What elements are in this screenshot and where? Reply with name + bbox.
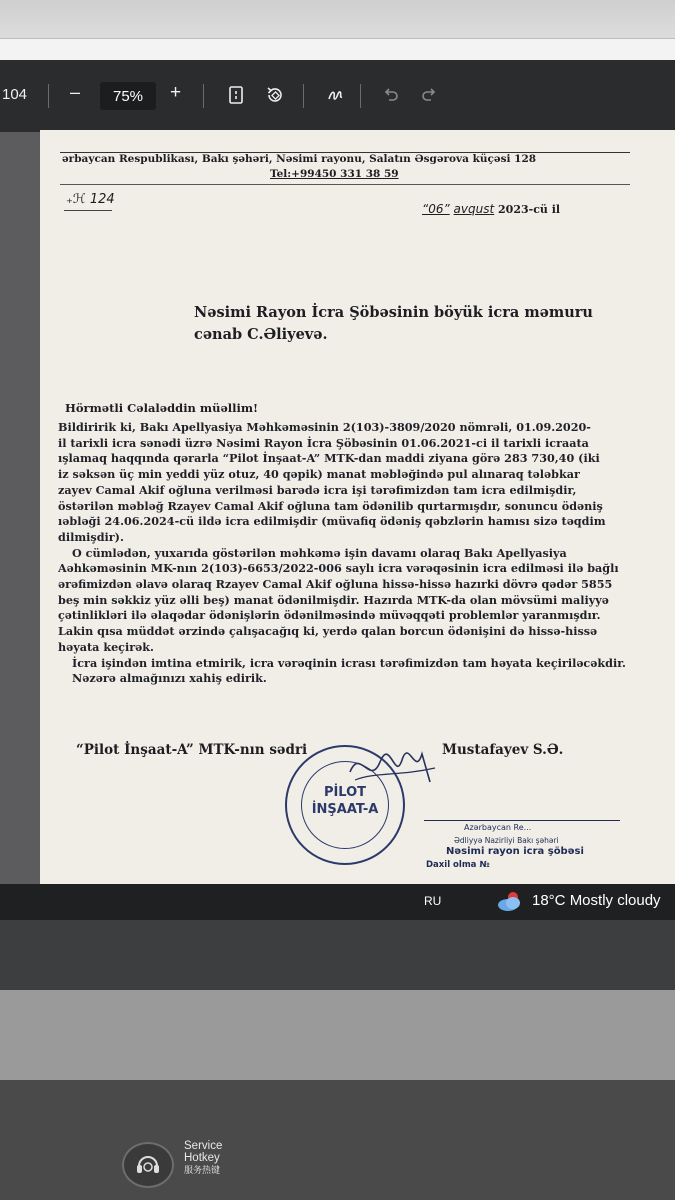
- header-telephone: Tel:+99450 331 38 59: [270, 168, 399, 180]
- toolbar-divider: [48, 84, 49, 108]
- hotkey-label-line: Hotkey: [184, 1152, 220, 1164]
- date-day: “06”: [422, 202, 450, 216]
- cloudy-weather-icon[interactable]: [496, 890, 524, 914]
- rotate-icon[interactable]: [262, 82, 288, 108]
- body-line: dilmişdir).: [58, 529, 124, 544]
- tab-edge: [0, 38, 675, 60]
- received-stamp-text: Nəsimi rayon icra şöbəsi: [446, 846, 584, 857]
- hotkey-label: [184, 1140, 222, 1176]
- weather-condition: Mostly cloudy: [569, 892, 661, 909]
- signer-name: Mustafayev S.Ə.: [442, 742, 564, 758]
- zoom-in-button[interactable]: +: [170, 82, 182, 103]
- body-line: Nəzərə almağınızı xahiş edirik.: [72, 671, 267, 686]
- toolbar-divider: [203, 84, 204, 108]
- hotkey-label-line: 服务热键: [184, 1165, 221, 1175]
- taskbar: [0, 884, 675, 920]
- date-month: avqust: [453, 202, 495, 216]
- headset-icon: [133, 1150, 163, 1180]
- header-rule: [60, 184, 630, 185]
- handwritten-signature: [340, 742, 440, 792]
- body-line: Bildiririk ki, Bakı Apellyasiya Məhkəməsinin 2(103)-3809/2020 nömrəli, 01.09.2020-: [58, 420, 591, 434]
- hotkey-label-line: Service: [184, 1140, 223, 1152]
- browser-top-strip: [0, 0, 675, 60]
- seal-text: PİLOT: [323, 785, 367, 800]
- body-line: Aəhkəməsinin MK-nın 2(103)-6653/2022-006 saylı icra vərəqəsinin icra edilməsi ilə bağlı: [58, 561, 619, 576]
- signer-title: “Pilot İnşaat-A” MTK-nın sədri: [76, 742, 308, 758]
- letter-body: [58, 420, 636, 687]
- draw-icon[interactable]: [323, 82, 349, 108]
- document-date: [422, 202, 560, 216]
- received-stamp: [424, 820, 620, 880]
- zoom-level-value: 75%: [112, 87, 144, 105]
- addressee-line: Nəsimi Rayon İcra Şöbəsinin böyük icra məmuru: [194, 304, 593, 321]
- toolbar-divider: [360, 84, 361, 108]
- page-number[interactable]: 104: [2, 86, 28, 103]
- zoom-out-button[interactable]: –: [70, 82, 81, 102]
- addressee-line: cənab C.Əliyevə.: [194, 326, 328, 343]
- laptop-keyboard-deck: [0, 1080, 675, 1200]
- undo-icon[interactable]: [378, 82, 404, 108]
- body-line: östərilən məbləğ Rzayev Camal Akif oğluna tam ödənilib qurtarmışdır, sonuncu ödəniş: [58, 498, 603, 513]
- body-line: ıəbləği 24.06.2024-cü ildə icra edilmişdir (müvafiq ödəniş qəbzlərin hamısı sizə təqdim: [58, 514, 606, 529]
- received-stamp-text: Ədliyyə Nazirliyi Bakı şəhəri: [454, 836, 559, 845]
- body-line: Lakin qısa müddət ərzində çalışacağıq ki, yerdə qalan borcun ödənişini də hissə-hissə: [58, 624, 598, 639]
- monitor-bezel: [0, 920, 675, 990]
- addressee-block: [194, 302, 593, 346]
- body-line: iz səksən üç min yeddi yüz otuz, 40 qəpik) manat məbləğində pul alınaraq tələbkar: [58, 467, 580, 482]
- weather-readout[interactable]: [532, 892, 661, 909]
- received-stamp-text: Azərbaycan Re...: [464, 823, 532, 832]
- fit-page-icon[interactable]: [223, 82, 249, 108]
- received-stamp-text: Daxil olma №: [426, 860, 490, 870]
- redo-icon[interactable]: [416, 82, 442, 108]
- body-line: çətinlikləri ilə əlaqədar ödənişlərin ödənilməsində müvəqqəti problemlər yaranmışdır.: [58, 608, 601, 623]
- temperature: 18°C: [532, 892, 566, 909]
- salutation: Hörmətli Cəlaləddin müəllim!: [65, 401, 259, 415]
- outgoing-number: ₊ℋ 124: [66, 192, 115, 207]
- zoom-level-field[interactable]: [100, 82, 156, 110]
- body-line: O cümlədən, yuxarıda göstərilən məhkəmə işin davamı olaraq Bakı Apellyasiya: [72, 545, 567, 560]
- outgoing-number-underline: [64, 210, 112, 211]
- seal-text: İNŞAAT-A: [311, 802, 379, 817]
- date-year: 2023-cü il: [498, 203, 561, 216]
- service-hotkey-button[interactable]: [122, 1142, 174, 1188]
- body-line: həyata keçirək.: [58, 639, 154, 654]
- toolbar-divider: [303, 84, 304, 108]
- body-line: İcra işindən imtina etmirik, icra vərəqinin icrası tərəfimizdən tam həyata keçiriləcəkdir.: [72, 655, 626, 670]
- header-address: ərbaycan Respublikası, Bakı şəhəri, Nəsimi rayonu, Salatın Əsgərova küçəsi 128: [62, 153, 537, 165]
- body-line: beş min səkkiz yüz əlli beş) manat ödənilmişdir. Hazırda MTK-da olan mövsümi maliyyə: [58, 592, 609, 607]
- laptop-surface: [0, 990, 675, 1080]
- body-line: ışlamaq haqqında qərarla “Pilot İnşaat-A” MTK-dan maddi ziyana görə 283 730,40 (iki: [58, 451, 600, 466]
- received-stamp-rule: [424, 820, 620, 821]
- body-line: il tarixli icra sənədi üzrə Nəsimi Rayon İcra Şöbəsinin 01.06.2021-ci il tarixli icraata: [58, 435, 589, 450]
- pdf-toolbar: [0, 60, 675, 132]
- body-line: zayev Camal Akif oğluna verilməsi barədə icra işi tərəfimizdən tam icra edilmişdir,: [58, 482, 577, 497]
- document-page: [40, 130, 675, 890]
- body-line: ərəfimizdən əlavə olaraq Rzayev Camal Akif oğluna hissə-hissə hazırki dövrə qədər 5855: [58, 577, 613, 592]
- language-indicator[interactable]: RU: [424, 894, 442, 908]
